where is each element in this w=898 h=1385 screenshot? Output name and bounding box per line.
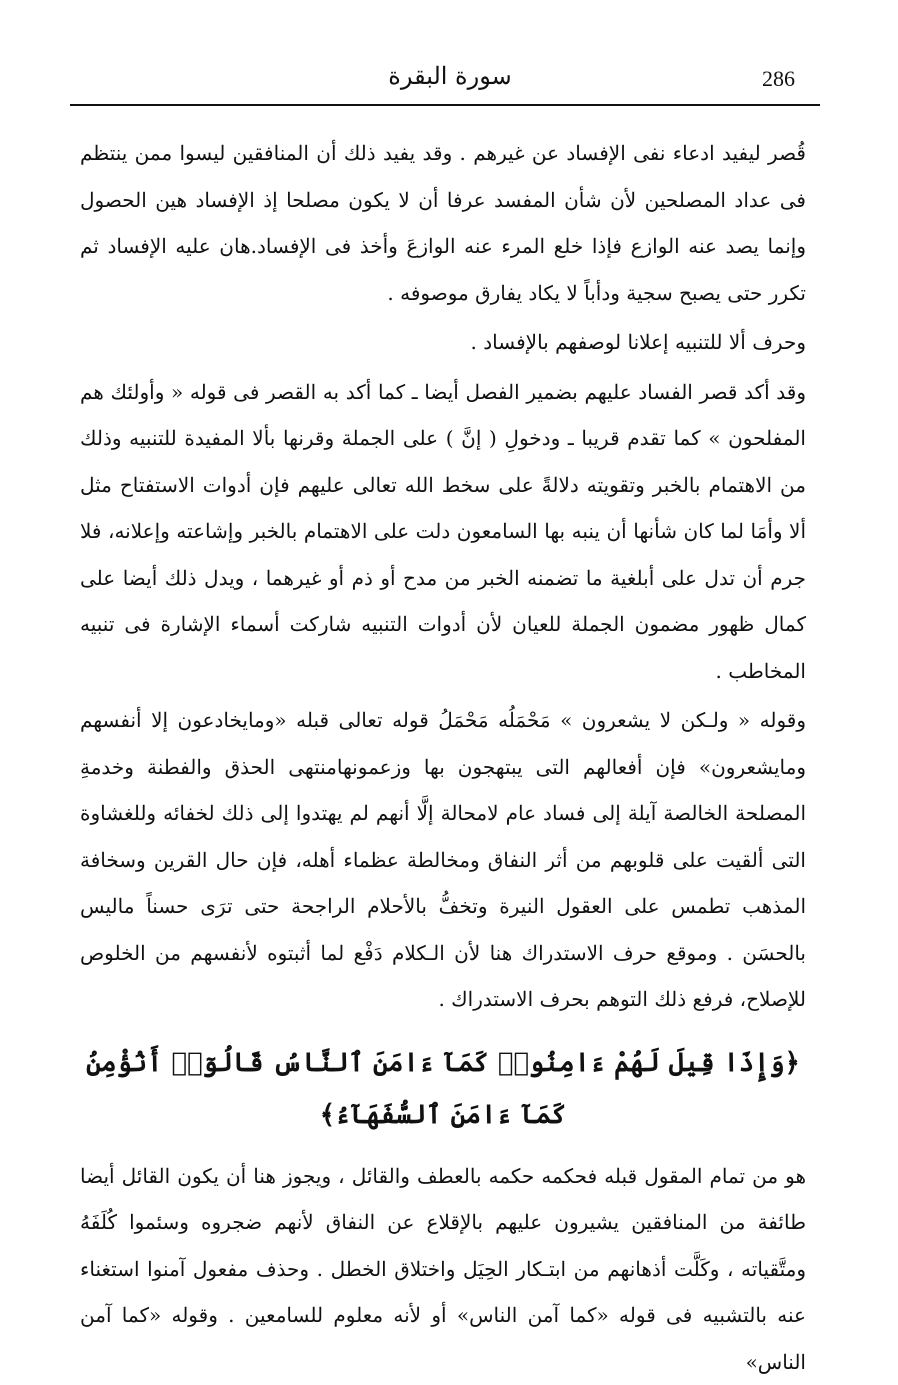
header-rule xyxy=(70,104,820,106)
paragraph-4: وقوله « ولـكن لا يشعرون » مَحْمَلُه مَحْمَلُ قوله تعالى قبله «ومايخادعون إلا أنفسهم ومايشعرون» فإن أفعالهم التى يبتهجون بها وزعمونهامنتهى الحذق والفطنة وخدمةِ المصلحة الخالصة آيلة إلى فساد عام لامحالة إلَّا أنهم لم يهتدوا إلى ذلك لخفائه وللغشاوة التى ألقيت على قلوبهم من أثر النفاق ومخالطة عظماء أهله، فإن حال القرين وسخافة المذهب تطمس على العقول النيرة وتخفُّ بالأحلام الراجحة حتى ترَى حسناً ماليس بالحسَن . وموقع حرف الاستدراك هنا لأن الـكلام دَفْع لما أثبتوه لأنفسهم من الخلوص للإصلاح، فرفع ذلك التوهم بحرف الاستدراك . xyxy=(80,697,806,1023)
paragraph-2: وحرف ألا للتنبيه إعلانا لوصفهم بالإفساد . xyxy=(80,319,806,366)
running-title: سورة البقرة xyxy=(360,62,540,90)
quran-verse: ﴿وَإِذَا قِيلَ لَهُمْ ءَامِنُوا۟ كَمَآ ءَامَنَ ٱلنَّاسُ قَالُوٓا۟ أَنُؤْمِنُ كَمَآ ءَامَنَ ٱلسُّفَهَآءُ﴾ xyxy=(80,1037,806,1141)
paragraph-1: قُصر ليفيد ادعاء نفى الإفساد عن غيرهم . وقد يفيد ذلك أن المنافقين ليسوا ممن ينتظم فى عداد المصلحين لأن شأن المفسد عرفا أن لا يكون مصلحا إذ الإفساد هين الحصول وإنما يصد عنه الوازع فإذا خلع المرء عنه الوازعَ وأخذ فى الإفساد.هان عليه الإفساد ثم تكرر حتى يصبح سجية ودأباً لا يكاد يفارق موصوفه . xyxy=(80,130,806,316)
page-number: 286 xyxy=(762,66,795,92)
paragraph-3: وقد أكد قصر الفساد عليهم بضمير الفصل أيضا ـ كما أكد به القصر فى قوله « وأولئك هم المفلحون » كما تقدم قريبا ـ ودخولِ ( إنَّ ) على الجملة وقرنها بألا المفيدة للتنبيه وذلك من الاهتمام بالخبر وتقويته دلالةً على سخط الله تعالى عليهم فإن أدوات الاستفتاح مثل ألا وأمَا لما كان شأنها أن ينبه بها السامعون دلت على الاهتمام بالخبر وإشاعته وإعلانه، فلا جرم أن تدل على أبلغية ما تضمنه الخبر من مدح أو ذم أو غيرهما ، ويدل ذلك أيضا على كمال ظهور مضمون الجملة للعيان لأن أدوات التنبيه شاركت أسماء الإشارة فى تنبيه المخاطب . xyxy=(80,369,806,695)
body-text xyxy=(80,130,806,1385)
commentary-paragraph: هو من تمام المقول قبله فحكمه حكمه بالعطف والقائل ، ويجوز هنا أن يكون القائل أيضا طائفة من المنافقين يشيرون عليهم بالإقلاع عن النفاق لأنهم ضجروه وسئموا كُلَفَهُ ومتَّقياته ، وكَلَّت أذهانهم من ابتـكار الحِيَل واختلاق الخطل . وحذف مفعول آمنوا استغناء عنه بالتشبيه فى قوله «كما آمن الناس» أو لأنه معلوم للسامعين . وقوله «كما آمن الناس» xyxy=(80,1153,806,1385)
